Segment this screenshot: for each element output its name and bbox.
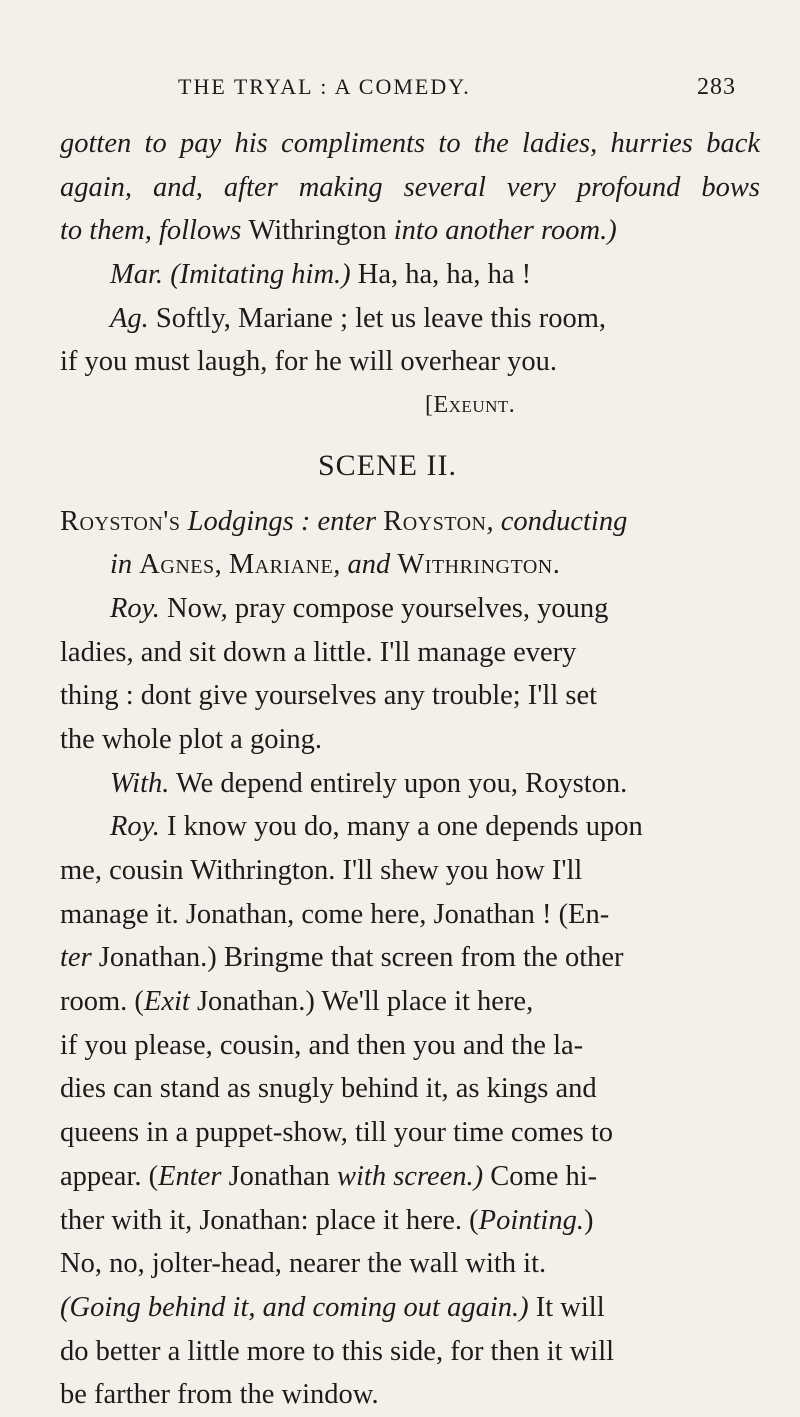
text-line xyxy=(60,1286,760,1330)
stage-direction: gotten to pay his compliments to the ladies, hurries back xyxy=(60,128,760,159)
scene-heading: SCENE II. xyxy=(318,448,457,482)
character-name: Withrington xyxy=(397,549,553,581)
dialogue-line xyxy=(60,805,760,849)
text-line xyxy=(60,1155,760,1199)
speech: ladies, and sit down a little. I'll manage every xyxy=(60,636,577,668)
text-line xyxy=(60,980,760,1024)
speech: It will xyxy=(528,1291,605,1323)
stage-direction: Exit xyxy=(143,986,190,1018)
speech: I know you do, many a one depends upon xyxy=(159,811,643,843)
stage-direction: (Imitating him.) xyxy=(163,259,351,291)
speech: Jonathan.) Bringme that screen from the other xyxy=(91,942,624,974)
page-number: 283 xyxy=(697,74,736,100)
character-name: Withrington xyxy=(248,215,387,247)
text-line xyxy=(60,718,760,762)
character-name: Jonathan xyxy=(221,1160,337,1192)
dialogue-line xyxy=(60,762,760,806)
text-line xyxy=(60,340,760,384)
stage-direction: again, and, after making several very profound bows xyxy=(60,171,760,203)
text-line xyxy=(60,1330,760,1374)
speaker-label: Roy. xyxy=(110,592,160,624)
speech: We depend entirely upon you, Royston. xyxy=(169,767,628,799)
character-name: Mariane xyxy=(228,549,334,581)
text-line xyxy=(60,1373,760,1417)
speech: thing : dont give yourselves any trouble; I'll set xyxy=(60,680,598,712)
speech: Jonathan.) We'll place it here, xyxy=(189,986,534,1018)
speaker-label: With. xyxy=(110,767,170,799)
stage-direction: to them, follows xyxy=(60,215,249,247)
text-line xyxy=(60,1199,760,1243)
speech: do better a little more to this side, for then it will xyxy=(60,1335,615,1367)
speech: manage it. Jonathan, come here, Jonathan ! (En- xyxy=(60,898,610,930)
place-name: Royston's xyxy=(60,505,181,537)
stage-direction: Enter xyxy=(158,1160,222,1192)
body-text xyxy=(60,122,760,1417)
stage-direction: in xyxy=(110,549,140,581)
text-line xyxy=(60,1067,760,1111)
text-line xyxy=(60,674,760,718)
character-name: Agnes xyxy=(139,549,215,581)
text-line xyxy=(60,209,760,253)
stage-direction: into another room.) xyxy=(386,215,617,247)
punctuation: ) xyxy=(583,1204,594,1236)
speech: Softly, Mariane ; let us leave this room, xyxy=(148,302,607,334)
character-name: Royston xyxy=(383,505,487,537)
text-line xyxy=(60,1111,760,1155)
speech: queens in a puppet-show, till your time comes to xyxy=(60,1117,614,1149)
text-line xyxy=(60,1024,760,1068)
scene-setting xyxy=(60,500,760,544)
dialogue-line xyxy=(60,253,760,297)
speaker-label: Mar. xyxy=(110,259,164,291)
speech: be farther from the window. xyxy=(60,1379,379,1411)
page-header xyxy=(0,68,800,108)
dialogue-line xyxy=(60,297,760,341)
speech: Now, pray compose yourselves, young xyxy=(159,592,609,624)
speech: room. ( xyxy=(60,986,144,1018)
speaker-label: Roy. xyxy=(110,811,160,843)
stage-direction: , and xyxy=(333,549,398,581)
exit-direction xyxy=(60,384,760,428)
dialogue-line xyxy=(60,587,760,631)
speech: if you please, cousin, and then you and the la- xyxy=(60,1029,584,1061)
punctuation: , xyxy=(214,549,229,581)
stage-direction: , conducting xyxy=(486,505,628,537)
text-line xyxy=(60,631,760,675)
stage-direction: with screen.) xyxy=(337,1160,484,1192)
text-line xyxy=(60,166,760,210)
speech: Come hi- xyxy=(483,1160,598,1192)
scene-setting xyxy=(60,543,760,587)
speaker-label: Ag. xyxy=(110,302,149,334)
speech: appear. ( xyxy=(60,1160,159,1192)
speech: if you must laugh, for he will overhear you. xyxy=(60,346,558,378)
speech: No, no, jolter-head, nearer the wall with it. xyxy=(60,1248,547,1280)
stage-direction: Pointing. xyxy=(478,1204,584,1236)
running-head: THE TRYAL : A COMEDY. xyxy=(178,74,471,99)
punctuation: . xyxy=(552,549,560,581)
stage-direction: Lodgings : enter xyxy=(180,505,384,537)
text-line xyxy=(60,936,760,980)
text-line xyxy=(60,1242,760,1286)
speech: ther with it, Jonathan: place it here. ( xyxy=(60,1204,479,1236)
speech: the whole plot a going. xyxy=(60,723,322,755)
text-line xyxy=(60,893,760,937)
stage-direction: (Going behind it, and coming out again.) xyxy=(60,1291,529,1323)
speech: dies can stand as snugly behind it, as kings and xyxy=(60,1073,597,1105)
stage-direction: ter xyxy=(60,942,92,974)
text-line xyxy=(60,122,760,166)
speech: me, cousin Withrington. I'll shew you how I'll xyxy=(60,855,583,886)
exeunt-label: [Exeunt. xyxy=(425,392,516,419)
text-line xyxy=(60,849,760,893)
speech: Ha, ha, ha, ha ! xyxy=(350,259,532,291)
